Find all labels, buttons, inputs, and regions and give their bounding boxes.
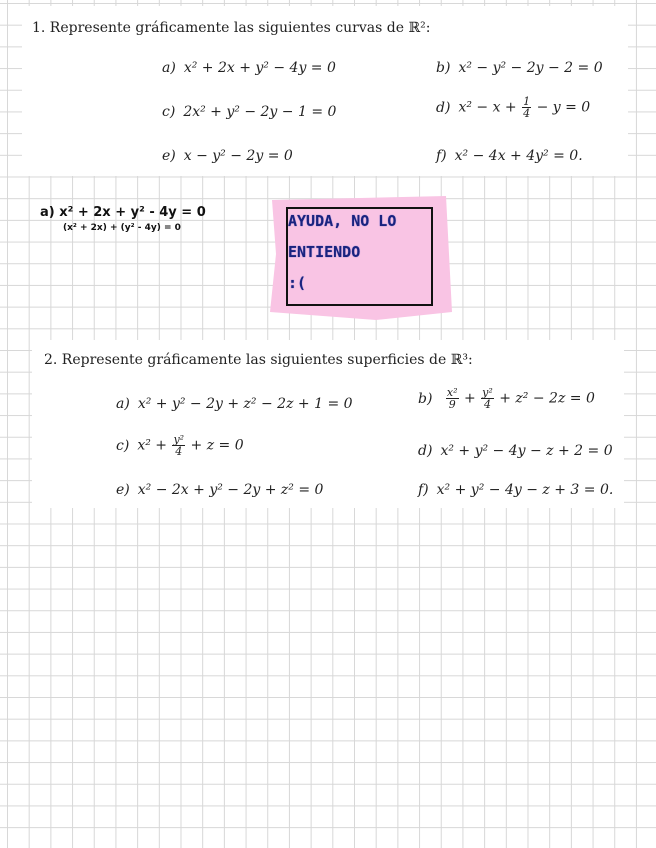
note-line: ENTIENDO bbox=[288, 243, 361, 261]
fraction bbox=[446, 387, 459, 410]
item-label: d) bbox=[436, 99, 451, 116]
note-line: AYUDA, NO LO bbox=[288, 212, 397, 230]
exercise-2-item-d bbox=[418, 443, 613, 459]
exercise-2-title: 2. Represente gráficamente las siguientes superficies de ℝ³: bbox=[44, 352, 473, 368]
fraction-numerator: y² bbox=[482, 386, 493, 399]
exercise-2-item-c bbox=[116, 434, 244, 457]
fraction bbox=[522, 96, 531, 119]
equation-part: x² − x + bbox=[458, 99, 517, 116]
equation: 2x² + y² − 2y − 1 = 0 bbox=[183, 104, 337, 120]
handwritten-work bbox=[40, 205, 206, 233]
equation: x² − y² − 2y − 2 = 0 bbox=[458, 60, 603, 76]
exercise-1-item-a bbox=[162, 60, 336, 76]
equation: x² − 2x + y² − 2y + z² = 0 bbox=[137, 482, 324, 498]
fraction-numerator: 1 bbox=[523, 95, 531, 108]
handwritten-line-2: (x² + 2x) + (y² - 4y) = 0 bbox=[63, 223, 181, 233]
item-label: a) bbox=[116, 396, 130, 412]
equation: x² + y² − 2y + z² − 2z + 1 = 0 bbox=[137, 396, 353, 412]
equation-part: + z² − 2z = 0 bbox=[499, 390, 595, 407]
item-label: a) bbox=[162, 60, 176, 76]
fraction bbox=[481, 387, 494, 410]
fraction-numerator: y² bbox=[173, 433, 185, 446]
fraction-denominator: 4 bbox=[483, 398, 491, 411]
item-label: c) bbox=[162, 104, 176, 120]
equation-part: + z = 0 bbox=[190, 437, 244, 454]
item-label: f) bbox=[436, 148, 447, 164]
exercise-1-item-c bbox=[162, 104, 336, 120]
fraction-denominator: 4 bbox=[523, 107, 531, 120]
equation: x² − 4x + 4y² = 0. bbox=[454, 148, 583, 164]
note-line: :( bbox=[288, 274, 307, 292]
fraction-denominator: 9 bbox=[448, 398, 456, 411]
exercise-2-item-f bbox=[418, 482, 613, 498]
item-label: c) bbox=[116, 437, 130, 454]
item-label: d) bbox=[418, 443, 433, 459]
handwritten-line-1: a) x² + 2x + y² - 4y = 0 bbox=[40, 205, 206, 220]
item-label: b) bbox=[436, 60, 451, 76]
exercise-2-item-b bbox=[418, 387, 595, 410]
exercise-2-item-a bbox=[116, 396, 353, 412]
exercise-1-item-d bbox=[436, 96, 590, 119]
equation-part: − y = 0 bbox=[536, 99, 591, 116]
equation-part: x² + bbox=[137, 437, 168, 454]
exercise-1-title: 1. Represente gráficamente las siguientes curvas de ℝ²: bbox=[32, 20, 431, 36]
equation: x² + y² − 4y − z + 3 = 0. bbox=[436, 482, 614, 498]
item-label: f) bbox=[418, 482, 429, 498]
equation: x² + y² − 4y − z + 2 = 0 bbox=[440, 443, 613, 459]
plus-sign: + bbox=[463, 390, 476, 407]
exercise-1-item-e bbox=[162, 148, 293, 164]
exercise-2-item-e bbox=[116, 482, 323, 498]
equation: x² + 2x + y² − 4y = 0 bbox=[183, 60, 336, 76]
item-label: e) bbox=[162, 148, 176, 164]
exercise-1-item-b bbox=[436, 60, 603, 76]
equation: x − y² − 2y = 0 bbox=[183, 148, 293, 164]
fraction-denominator: 4 bbox=[175, 445, 183, 458]
fraction-numerator: x² bbox=[446, 386, 458, 399]
help-note bbox=[268, 194, 454, 322]
item-label: b) bbox=[418, 390, 433, 407]
note-text bbox=[288, 206, 418, 299]
fraction bbox=[172, 434, 185, 457]
exercise-1-item-f bbox=[436, 148, 583, 164]
item-label: e) bbox=[116, 482, 130, 498]
